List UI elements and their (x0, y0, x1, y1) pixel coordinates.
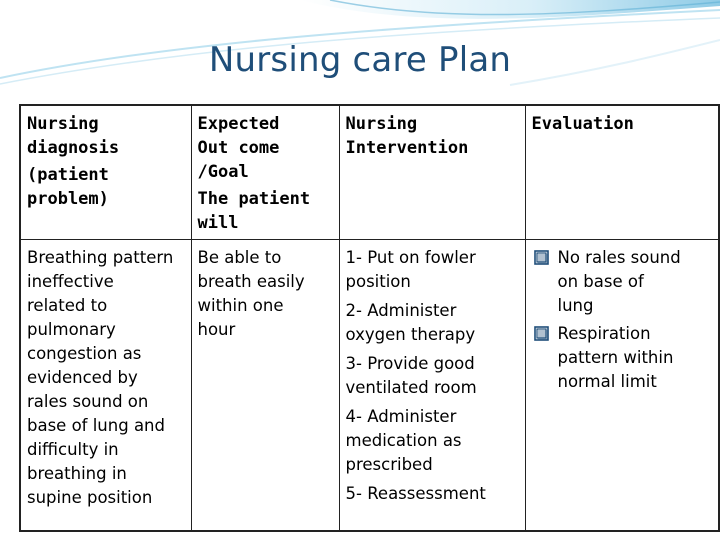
text-line: difficulty in (27, 440, 119, 459)
text-line: breathing in (27, 464, 127, 483)
header-text-line: Nursing (345, 114, 418, 134)
text-line: normal limit (557, 372, 657, 391)
text-line: evidenced by (27, 368, 138, 387)
text-line: congestion as (27, 344, 142, 363)
header-intervention (339, 105, 525, 240)
text-line: lung (557, 296, 594, 315)
header-text-line: Out come (197, 138, 280, 158)
text-line: oxygen therapy (345, 325, 476, 344)
text-line: base of lung and (27, 416, 165, 435)
text-line: position (345, 272, 411, 291)
text-line: No rales sound (557, 248, 681, 267)
header-text-line: (patient (27, 165, 109, 185)
care-plan-table (19, 104, 720, 532)
header-text-line: The patient (197, 189, 311, 209)
cell-evaluation (525, 240, 719, 532)
cell-expected-outcome (191, 240, 339, 532)
text-line: related to (27, 296, 108, 315)
text-line: prescribed (345, 455, 433, 474)
header-text-line: diagnosis (27, 138, 120, 158)
evaluation-list (532, 246, 713, 394)
evaluation-item (532, 322, 713, 394)
intervention-item (346, 246, 519, 294)
text-line: 1- Put on fowler (345, 248, 476, 267)
cell-interventions (339, 240, 525, 532)
header-text-line: will (197, 213, 239, 233)
header-text-line: problem) (27, 189, 109, 209)
header-expected-outcome (191, 105, 339, 240)
text-line: pattern within (557, 348, 674, 367)
intervention-item (346, 299, 519, 347)
text-line: supine position (27, 488, 153, 507)
header-text-line: Nursing (27, 114, 99, 134)
text-line: breath easily (197, 272, 305, 291)
header-text-line: Evaluation (531, 114, 634, 134)
text-line: rales sound on (27, 392, 149, 411)
text-line: ineffective (27, 272, 114, 291)
text-line: Be able to (197, 248, 282, 267)
header-text-line: Intervention (345, 138, 469, 158)
text-line: Respiration (557, 324, 651, 343)
text-line: ventilated room (345, 378, 477, 397)
text-line: within one (197, 296, 284, 315)
checkbox-bullet-icon (534, 326, 550, 342)
header-diagnosis (20, 105, 191, 240)
cell-diagnosis (20, 240, 191, 532)
header-text-line: Expected (197, 114, 280, 134)
header-evaluation (525, 105, 719, 240)
text-line: medication as (345, 431, 462, 450)
text-line: 3- Provide good (345, 354, 475, 373)
text-line: 4- Administer (345, 407, 457, 426)
text-line: 5- Reassessment (345, 484, 486, 503)
table-header-row (20, 105, 719, 240)
intervention-item (346, 482, 519, 506)
intervention-item (346, 352, 519, 400)
evaluation-item (532, 246, 713, 318)
text-line: 2- Administer (345, 301, 457, 320)
text-line: Breathing pattern (27, 248, 174, 267)
checkbox-bullet-icon (534, 250, 550, 266)
header-text-line: /Goal (197, 162, 249, 182)
table-row (20, 240, 719, 532)
text-line: pulmonary (27, 320, 116, 339)
intervention-item (346, 405, 519, 477)
page-title: Nursing care Plan (208, 40, 512, 80)
text-line: hour (197, 320, 236, 339)
text-line: on base of (557, 272, 644, 291)
